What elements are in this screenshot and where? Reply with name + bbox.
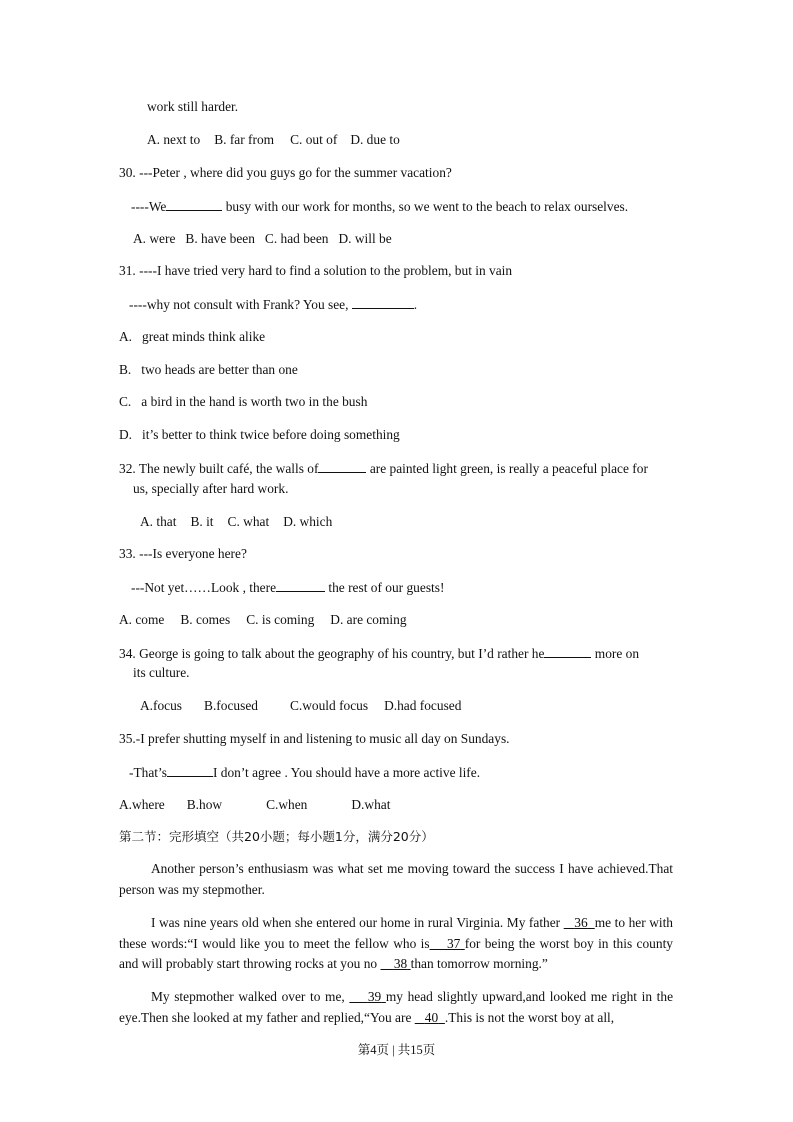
q33-prompt: [119, 546, 247, 562]
q35-prompt: 35.-I prefer shutting myself in and listening to music all day on Sundays.: [119, 731, 510, 746]
q33-option-b: B. comes: [180, 612, 231, 627]
q35-reply-post: I don’t agree . You should have a more active life.: [212, 765, 481, 780]
q33-option-d: D. are coming: [330, 612, 407, 627]
q30-option-d: D. will be: [338, 231, 392, 246]
q33-text: ---Is everyone here?: [139, 546, 247, 561]
q30-reply-pre: ----We: [131, 199, 167, 214]
answer-blank: [318, 460, 366, 473]
q31-option-c: C. a bird in the hand is worth two in the bush: [119, 394, 368, 409]
q32-option-d: D. which: [283, 514, 333, 529]
q35-option-b: B.how: [186, 797, 223, 812]
q32-option-a: A. that: [140, 514, 177, 529]
q29-option-d: D. due to: [350, 132, 400, 147]
q34-line1-pre: 34. George is going to talk about the geography of his country, but I’d rather he: [119, 646, 545, 661]
passage-paragraph-1: Another person’s enthusiasm was what set me moving toward the success I have achieved.That person was my stepmother.: [119, 861, 673, 897]
blank-38: 38: [393, 956, 408, 971]
page-footer: 第4页 | 共15页: [357, 1043, 436, 1057]
q32-option-c: C. what: [227, 514, 270, 529]
q34-option-b: B.focused: [204, 698, 258, 713]
q33-option-c: C. is coming: [246, 612, 315, 627]
section-heading: 第二节：完形填空（共20小题；每小题1分，满分20分）: [119, 829, 434, 844]
q30-options: [133, 231, 392, 247]
passage-paragraph-3: My stepmother walked over to me, 39 my head slightly upward,and looked me right in the eye.Then she looked at my father and replied,“You are 40 .This is not the worst boy at all,: [119, 989, 674, 1025]
q31-prompt: [119, 263, 512, 279]
q31-option-b: B. two heads are better than one: [119, 362, 298, 377]
q31-reply-pre: ----why not consult with Frank? You see,: [129, 297, 349, 312]
q32-option-b: B. it: [190, 514, 214, 529]
q34-options: [140, 698, 461, 714]
q35-reply-pre: -That’s: [129, 765, 167, 780]
answer-blank: [352, 296, 414, 309]
q29-tail: work still harder.: [147, 99, 239, 114]
answer-blank: [167, 764, 213, 777]
q35-reply: [129, 764, 480, 781]
q34-option-a: A.focus: [140, 698, 183, 713]
q34-line1-post: more on: [594, 646, 640, 661]
q35-options: [119, 797, 390, 813]
q34-option-d: D.had focused: [384, 698, 462, 713]
q34-line2: its culture.: [133, 665, 190, 680]
q31-option-a: A. great minds think alike: [119, 329, 266, 344]
blank-40: 40: [424, 1009, 439, 1025]
q35-option-c: C.when: [266, 797, 308, 812]
q30-reply: [131, 198, 628, 215]
q31-reply-post: .: [413, 297, 418, 312]
q30-reply-post: busy with our work for months, so we went to the beach to relax ourselves.: [225, 199, 629, 214]
q30-option-c: C. had been: [264, 231, 329, 246]
q32-line1-pre: 32. The newly built café, the walls of: [119, 461, 319, 476]
blank-39: 39: [367, 989, 382, 1004]
q29-option-c: C. out of: [290, 132, 338, 147]
q32-line2: us, specially after hard work.: [133, 481, 289, 496]
q32-line1-post: are painted light green, is really a peaceful place for: [369, 461, 648, 476]
q34-line1: [119, 645, 639, 662]
q29-option-a: A. next to: [147, 132, 201, 147]
q30-option-b: B. have been: [185, 231, 255, 246]
q35-option-d: D.what: [351, 797, 391, 812]
passage-paragraph-2: I was nine years old when she entered our home in rural Virginia. My father 36 me to her with these words:“I would like you to meet the fellow who is 37 for being the worst boy in this county and will probably start throwing rocks at you no 38 than tomorrow morning.”: [119, 915, 673, 971]
blank-36: 36: [574, 915, 588, 930]
q31-text: ----I have tried very hard to find a solution to the problem, but in vain: [139, 263, 513, 278]
q29-options: [147, 132, 400, 148]
blank-37: 37: [446, 935, 461, 951]
q30-option-a: A. were: [133, 231, 176, 246]
q33-reply: [131, 579, 444, 596]
q31-option-d: D. it’s better to think twice before doing something: [119, 427, 400, 442]
q32-line1: [119, 460, 648, 477]
q35-option-a: A.where: [119, 797, 165, 812]
q33-reply-pre: ---Not yet……Look , there: [131, 580, 277, 595]
q29-option-b: B. far from: [214, 132, 275, 147]
q33-options: [119, 612, 407, 628]
q30-prompt: [119, 165, 452, 181]
q33-number: 33.: [119, 546, 136, 561]
q31-reply: [129, 296, 417, 313]
answer-blank: [544, 645, 591, 658]
answer-blank: [276, 579, 325, 592]
q33-option-a: A. come: [119, 612, 165, 627]
q33-reply-post: the rest of our guests!: [328, 580, 445, 595]
q30-text: ---Peter , where did you guys go for the summer vacation?: [139, 165, 452, 180]
q34-option-c: C.would focus: [289, 698, 369, 713]
q31-number: 31.: [119, 263, 136, 278]
q30-number: 30.: [119, 165, 136, 180]
answer-blank: [166, 198, 222, 211]
q32-options: [140, 514, 332, 530]
